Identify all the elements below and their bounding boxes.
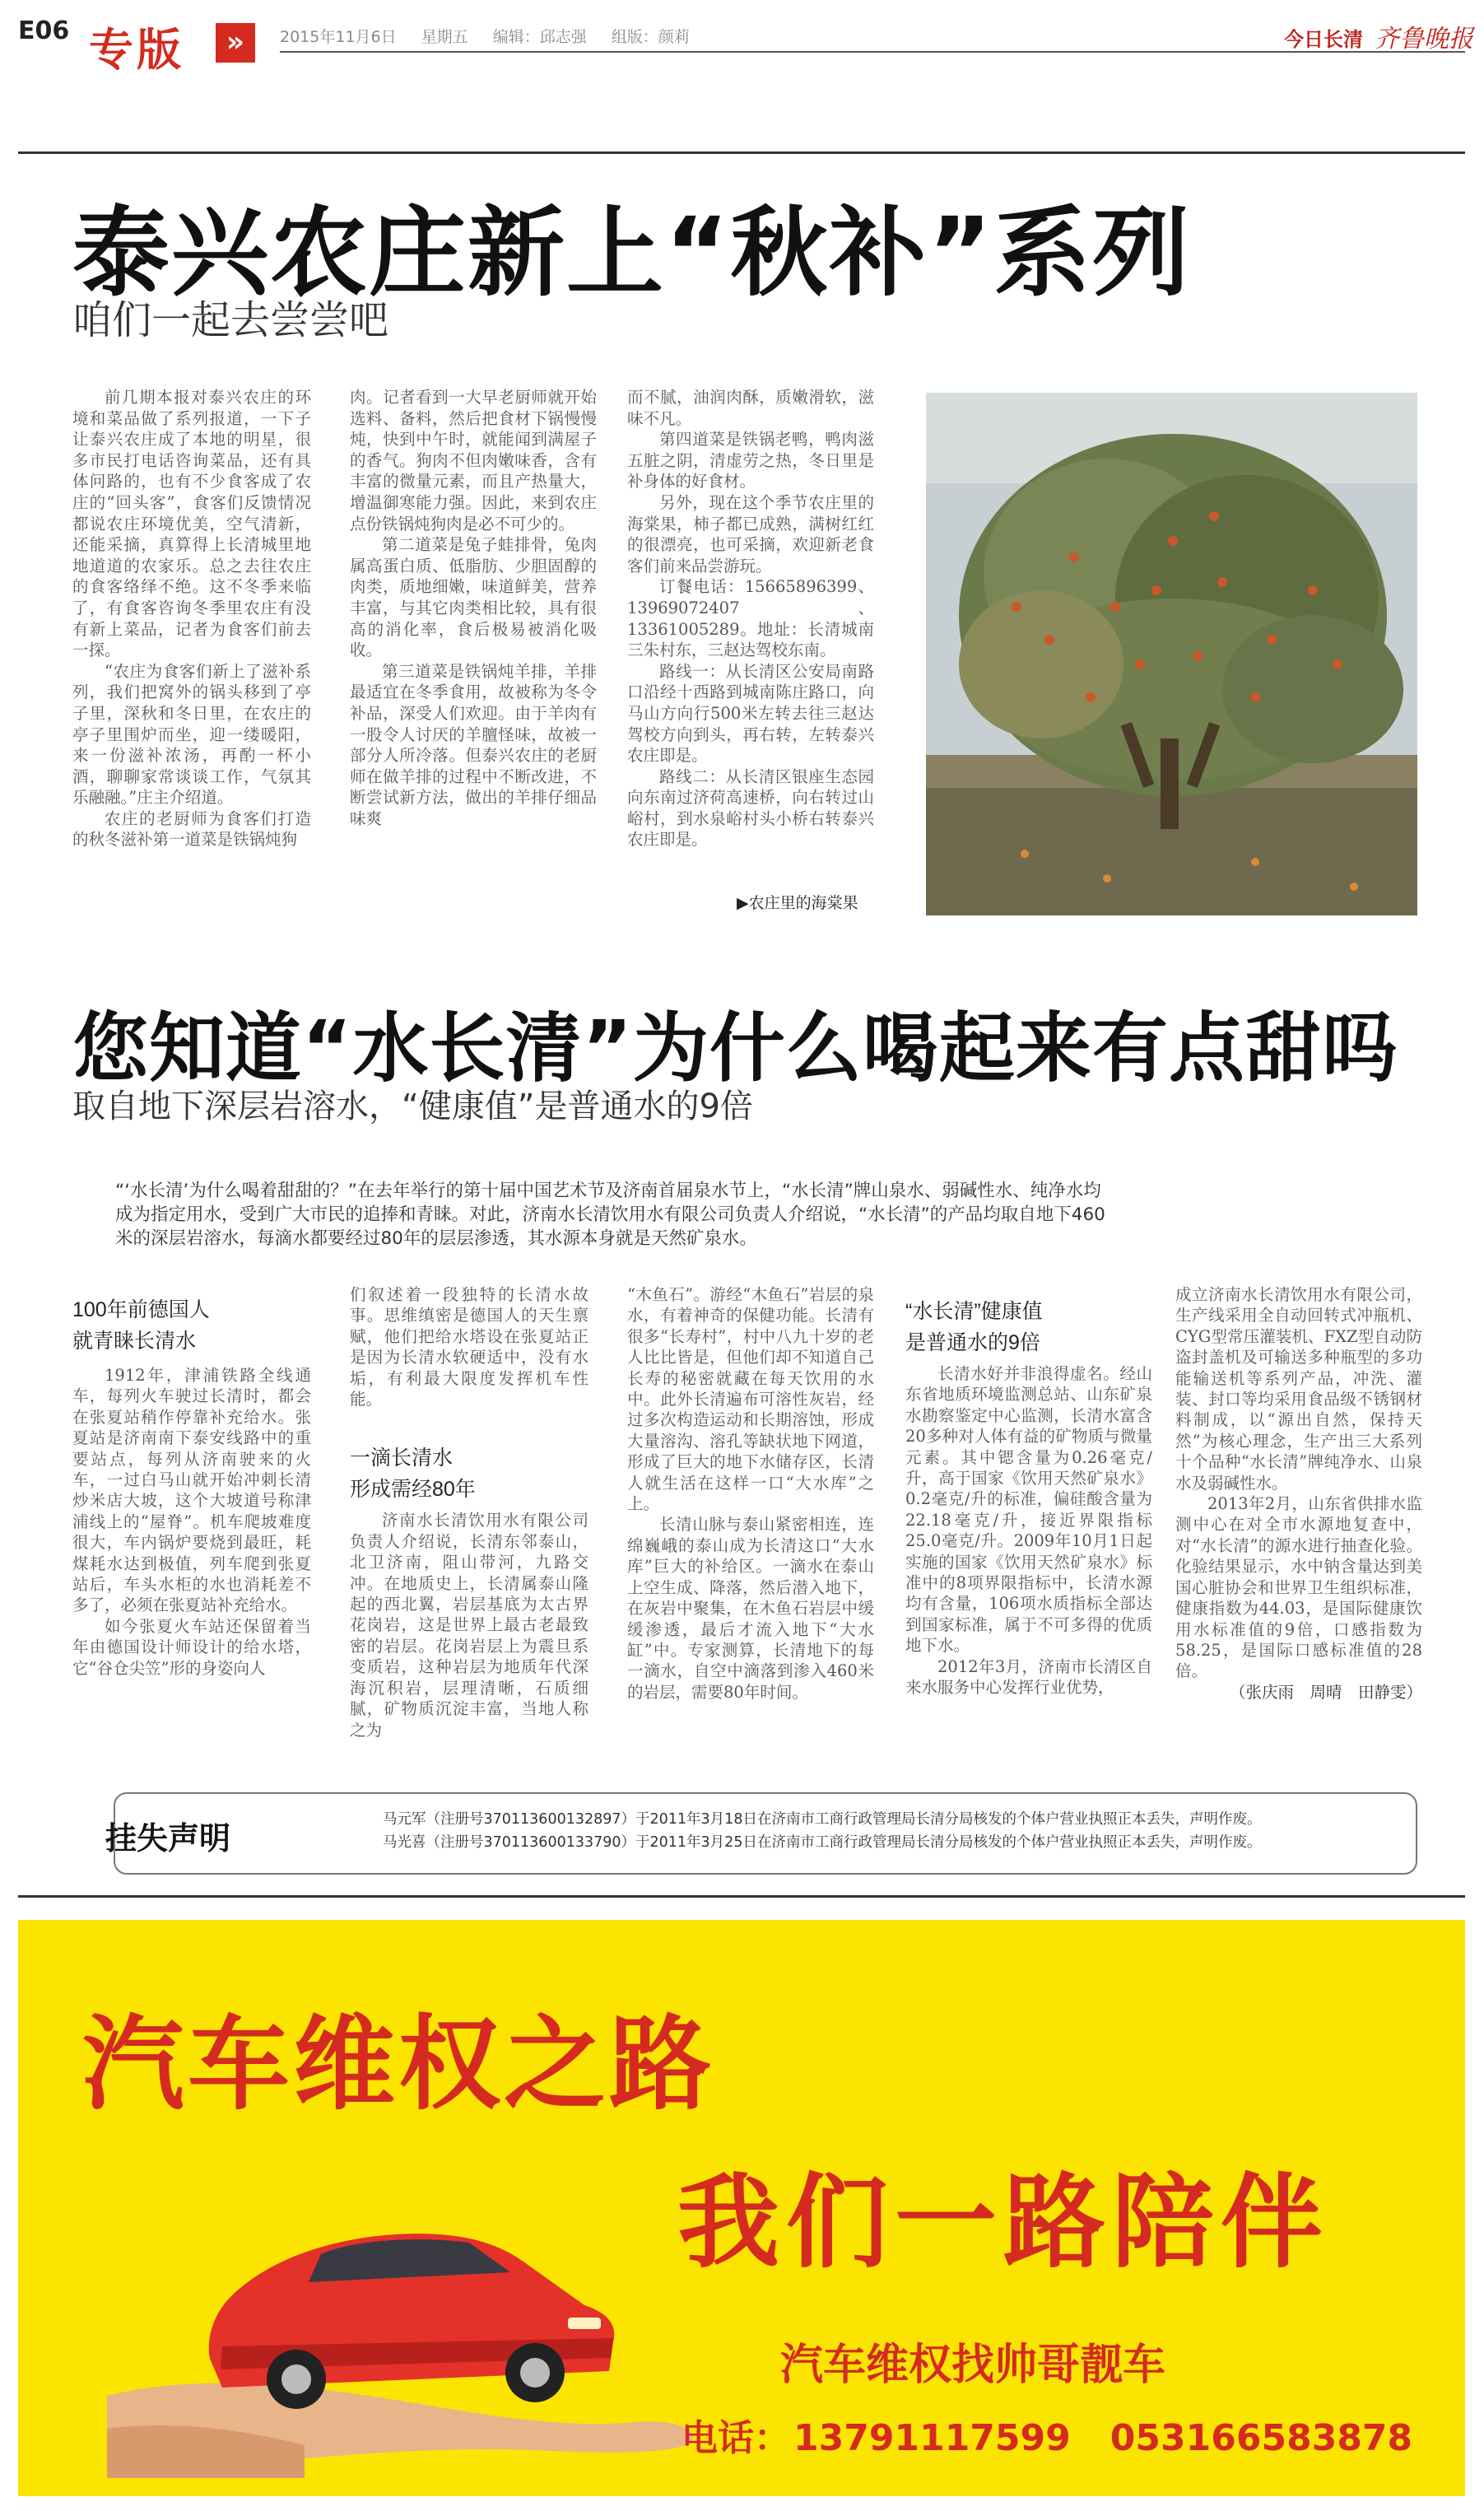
notice-line: 马元军（注册号370113600132897）于2011年3月18日在济南市工商行政管理局长清分局核发的个体户营业执照正本丢失，声明作废。 (383, 1811, 1262, 1828)
paragraph: 如今张夏火车站还保留着当年由德国设计师设计的给水塔，它“谷仓尖笠”形的身姿向人 (72, 1616, 311, 1678)
byline: （张庆雨 周晴 田静雯） (1229, 1682, 1422, 1702)
article2-subhead: 取自地下深层岩溶水，“健康值”是普通水的9倍 (72, 1088, 753, 1125)
page-number: E06 (18, 16, 70, 45)
article2-column-4 (905, 1284, 1152, 1698)
photo-caption (737, 891, 858, 913)
subheading-line: 一滴长清水 (350, 1447, 454, 1470)
issue-weekday: 星期五 (421, 28, 468, 46)
paragraph: 订餐电话：15665896399、13969072407、13361005289。地址：长清城南三朱村东，三赵达驾校东南。 (627, 577, 874, 660)
article1-column-3 (627, 387, 874, 850)
section-label: 专版 (89, 24, 184, 76)
paragraph: 长清水好并非浪得虚名。经山东省地质环境监测总站、山东矿泉水勘察鉴定中心监测，长清水富含20多种对人体有益的矿物质与微量元素。其中锶含量为0.26毫克/升，高于国家《饮用天然矿泉水》0.2毫克/升的标准，偏硅酸含量为22.18毫克/升，接近界限指标25.0毫克/升。2009年10月1日起实施的国家《饮用天然矿泉水》标准中的8项界限指标中，长清水源均有含量，106项水质指标全部达到国家标准，属于不可多得的优质地下水。 (905, 1364, 1152, 1656)
subheading-line: “水长清”健康值 (905, 1300, 1043, 1323)
subheading-line: 是普通水的9倍 (905, 1331, 1040, 1354)
ad-subtitle: 汽车维权找帅哥靓车 (780, 2341, 1166, 2390)
issue-date: 2015年11月6日 (280, 28, 397, 46)
paragraph: 长清山脉与泰山紧密相连，连绵巍峨的泰山成为长清这口“大水库”巨大的补给区。一滴水在泰山上空生成、降落，然后潜入地下，在灰岩中聚集，在木鱼石岩层中缓缓渗透，最后才流入地下“大水缸”中。专家测算，长清地下的每一滴水，自空中滴落到渗入460米的岩层，需要80年时间。 (627, 1515, 874, 1702)
paragraph: 而不腻，油润肉酥，质嫩滑软，滋味不凡。 (627, 388, 874, 428)
layout-credit: 组版：颜莉 (611, 28, 690, 46)
newspaper-logo: 齐鲁晚报 (1375, 25, 1473, 54)
paragraph: 前几期本报对泰兴农庄的环境和菜品做了系列报道，一下子让泰兴农庄成了本地的明星，很多市民打电话咨询菜品，还有具体问路的，也有不少食客成了农庄的“回头客”，食客们反馈情况都说农庄环境优美，空气清新，还能采摘，真算得上长清城里地地道道的农家乐。总之去往农庄的食客络绎不绝。这不冬季来临了，有食客咨询冬季里农庄有没有新上菜品，记者为食客们前去一探。 (72, 388, 311, 660)
car-on-hand-illustration (107, 2182, 716, 2478)
subheading (350, 1442, 588, 1505)
paragraph: 第三道菜是铁锅炖羊排，羊排最适宜在冬季食用，故被称为冬令补品，深受人们欢迎。由于羊肉有一股令人讨厌的羊膻怪味，故被一部分人所冷落。但泰兴农庄的老厨师在做羊排的过程中不断改进，不断尝试新方法，做出的羊排仔细品味爽 (350, 661, 597, 828)
ad-divider (18, 1895, 1465, 1898)
article2-column-1 (72, 1294, 311, 1679)
lost-notice-title: 挂失声明 (105, 1820, 231, 1856)
phone-number-1: 13791117599 (793, 2417, 1071, 2459)
subheading-line: 100年前德国人 (72, 1298, 210, 1321)
paragraph: 成立济南水长清饮用水有限公司，生产线采用全自动回转式冲瓶机、CYG型常压灌装机、FXZ型自动防盗封盖机及可输送多种瓶型的多功能输送机等系列产品，冲洗、灌装、封口等均采用食品级不锈钢材料制成，以“源出自然，保持天然”为核心理念，生产出三大系列十个品种“水长清”牌纯净水、山泉水及弱碱性水。 (1175, 1285, 1422, 1493)
paragraph: 第四道菜是铁锅老鸭，鸭肉滋五脏之阴，清虚劳之热，冬日里是补身体的好食材。 (627, 430, 874, 491)
paragraph: 2012年3月，济南市长清区自来水服务中心发挥行业优势， (905, 1656, 1152, 1698)
caption-text: 农庄里的海棠果 (748, 894, 858, 912)
caption-arrow-icon: ▶ (737, 894, 749, 912)
lost-notice-text (383, 1808, 1261, 1854)
ad-phone-line (682, 2408, 1452, 2461)
article2-column-3 (627, 1284, 874, 1703)
paragraph: 路线二：从长清区银座生态园向东南过济荷高速桥，向右转过山峪村，到水泉峪村头小桥右转泰兴农庄即是。 (627, 766, 874, 850)
paragraph: 2013年2月，山东省供排水监测中心在对全市水源地复查中，对“水长清”的源水进行抽查化验。化验结果显示，水中钠含量达到美国心脏协会和世界卫生组织标准，健康指数为44.03，是国际健康饮用水标准值的9倍，口感指数为58.25，是国际口感标准值的28倍。 (1175, 1494, 1422, 1681)
header-rule (18, 151, 1465, 154)
paragraph: 济南水长清饮用水有限公司负责人介绍说，长清东邻泰山，北卫济南，阻山带河，九路交冲。在地质史上，长清属泰山隆起的西北翼，岩层基底为太古界花岗岩，这是世界上最古老最致密的岩层。花岗岩层上为震旦系变质岩，这种岩层为地质年代深海沉积岩，层理清晰，石质细腻，矿物质沉淀丰富，当地人称之为 (350, 1511, 588, 1740)
subheading (72, 1294, 311, 1357)
column-name: 今日长清 (1284, 28, 1363, 51)
paragraph: 们叙述着一段独特的长清水故事。思维缜密是德国人的天生禀赋，他们把给水塔设在张夏站正是因为长清水软硬适中，没有水垢，有利最大限度发挥机车性能。 (350, 1285, 588, 1409)
paragraph: 1912年，津浦铁路全线通车，每列火车驶过长清时，都会在张夏站稍作停靠补充给水。张夏站是济南南下泰安线路中的重要站点，每列从济南驶来的火车，一过白马山就开始冲刺长清炒米店大坡，这个大坡道号称津浦线上的“屋脊”。机车爬坡难度很大，车内锅炉要烧到最旺，耗煤耗水达到极值，列车爬到张夏站后，车头水柜的水也消耗差不多了，必须在张夏站补充给水。 (72, 1366, 311, 1615)
editor-credit: 编辑：邱志强 (492, 28, 587, 46)
paragraph: “农庄为食客们新上了滋补系列，我们把窝外的锅头移到了亭子里，深秋和冬日里，在农庄的亭子里围炉而坐，迎一缕暖阳，来一份滋补浓汤，再酌一杯小酒，聊聊家常谈谈工作，气氛其乐融融。”庄主介绍道。 (72, 661, 311, 808)
issue-meta (280, 25, 709, 47)
article1-column-2 (350, 387, 597, 829)
paragraph: 第二道菜是兔子蛙排骨，兔肉属高蛋白质、低脂肪、少胆固醇的肉类，质地细嫩，味道鲜美，营养丰富，与其它肉类相比较，具有很高的消化率，食后极易被消化吸收。 (350, 535, 597, 660)
notice-line: 马光喜（注册号370113600133790）于2011年3月25日在济南市工商行政管理局长清分局核发的个体户营业执照正本丢失，声明作废。 (383, 1834, 1262, 1851)
paragraph: 另外，现在这个季节农庄里的海棠果，柿子都已成熟，满树红红的很漂亮，也可采摘，欢迎新老食客们前来品尝游玩。 (627, 492, 874, 575)
article2-column-5 (1175, 1284, 1422, 1703)
article2-headline: 您知道“水长清”为什么喝起来有点甜吗 (72, 1004, 1398, 1092)
double-arrow-icon: » (216, 23, 255, 63)
subheading-line: 就青睐长清水 (72, 1330, 197, 1353)
crabapple-tree-photo (926, 393, 1417, 915)
article1-subhead: 咱们一起去尝尝吧 (72, 297, 389, 343)
article2-column-2 (350, 1284, 588, 1740)
article1-headline: 泰兴农庄新上“秋补”系列 (72, 196, 1192, 310)
phone-number-2: 053166583878 (1110, 2417, 1413, 2459)
ad-slogan: 我们一路陪伴 (677, 2164, 1330, 2282)
subheading-line: 形成需经80年 (350, 1478, 476, 1502)
subheading (905, 1296, 1152, 1358)
article1-column-1 (72, 387, 311, 850)
paragraph: “木鱼石”。游经“木鱼石”岩层的泉水，有着神奇的保健功能。长清有很多“长寿村”，村中八九十岁的老人比比皆是，但他们却不知道自己长寿的秘密就藏在每天饮用的水中。此外长清遍布可溶性灰岩，经过多次构造运动和长期溶蚀，形成大量溶沟、溶孔等缺状地下网道，形成了巨大的地下水储存区，长清人就生活在这样一口“大水库”之上。 (627, 1285, 874, 1514)
paragraph: 路线一：从长清区公安局南路口沿经十西路到城南陈庄路口，向马山方向行500米左转去往三赵达驾校方向到头，再右转，左转泰兴农庄即是。 (627, 661, 874, 766)
ad-title: 汽车维权之路 (82, 2006, 715, 2124)
phone-label: 电话： (682, 2417, 790, 2459)
paragraph: 农庄的老厨师为食客们打造的秋冬滋补第一道菜是铁锅炖狗 (72, 808, 311, 850)
article2-intro: “‘水长清’为什么喝着甜甜的？”在去年举行的第十届中国艺术节及济南首届泉水节上，“水长清”牌山泉水、弱碱性水、纯净水均成为指定用水，受到广大市民的追捧和青睐。对此，济南水长清饮用水有限公司负责人介绍说，“水长清”的产品均取自地下460米的深层岩溶水，每滴水都要经过80年的层层渗透，其水源本身就是天然矿泉水。 (115, 1181, 1105, 1249)
paragraph: 肉。记者看到一大早老厨师就开始选料、备料，然后把食材下锅慢慢炖，快到中午时，就能闻到满屋子的香气。狗肉不但肉嫩味香，含有丰富的微量元素，而且产热量大，增温御寒能力强。因此，来到农庄点份铁锅炖狗肉是必不可少的。 (350, 388, 597, 533)
